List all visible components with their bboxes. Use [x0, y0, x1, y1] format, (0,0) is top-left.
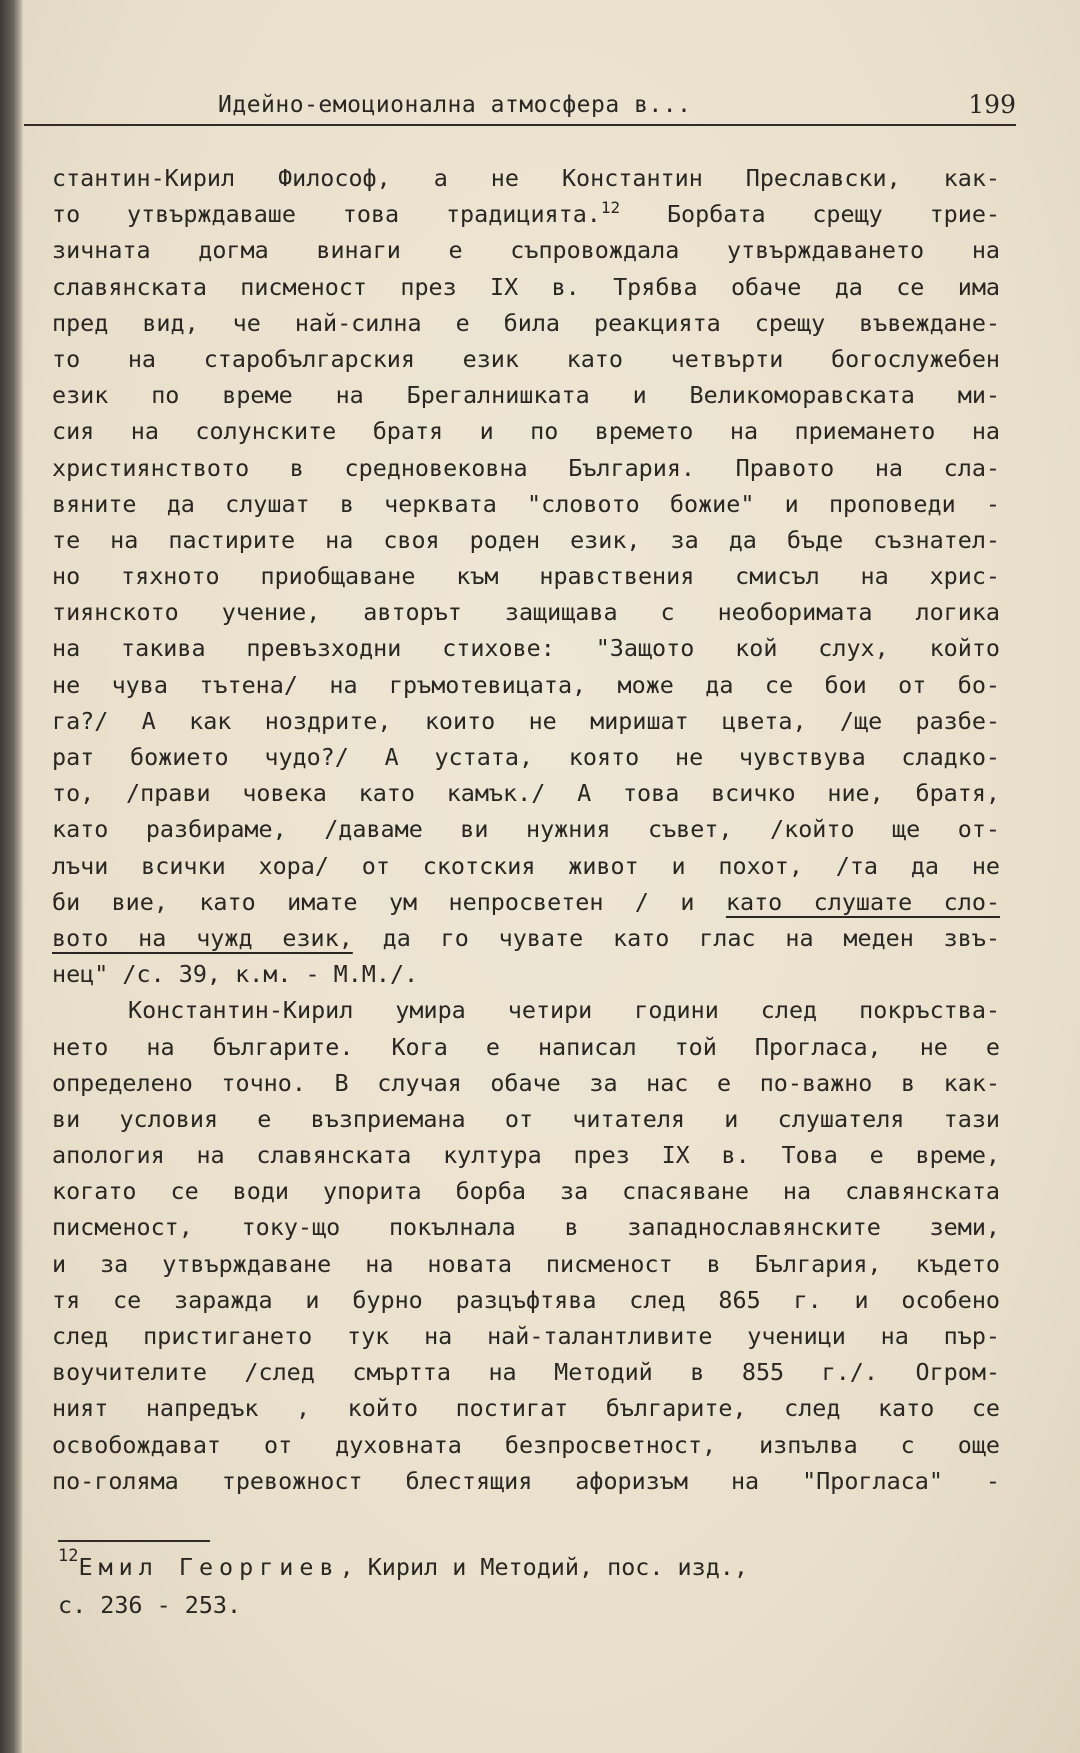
text-line: стантин-Кирил Философ, а не Константин Преславски, как-	[52, 164, 1000, 192]
text-line: християнството в средновековна България. Правото на сла-	[52, 453, 1000, 482]
footnote-line	[58, 1548, 998, 1586]
text-line: нец" /с. 39, к.м. - М.М./.	[52, 960, 419, 989]
text-line: тя се заражда и бурно разцъфтява след 865 г. и особено	[52, 1285, 1000, 1314]
text-line: апология на славянската култура през IX в. Това е време,	[52, 1141, 1000, 1170]
text-segment: би вие, като имате ум непросветен / и	[52, 887, 726, 916]
text-line: пред вид, че най-силна е била реакцията срещу въвеждане-	[52, 308, 1000, 337]
text-line: език по време на Брегалнишката и Великоморавската ми-	[52, 381, 1000, 410]
text-segment: Борбата срещу трие-	[620, 200, 1000, 229]
text-line: на такива превъзходни стихове: "Защото кой слух, който	[52, 634, 1000, 663]
text-line: га?/ А как ноздрите, които не миришат цвета, /ще разбе-	[52, 706, 1000, 735]
text-segment: то утвърждаваше това традицията.	[52, 200, 601, 229]
text-line: писменост, току-що покълнала в западнославянските земи,	[52, 1213, 1000, 1242]
header-rule	[24, 124, 1016, 126]
text-line: воучителите /след смъртта на Методий в 855 г./. Огром-	[52, 1358, 1000, 1387]
text-line: то на старобългарския език като четвърти богослужебен	[52, 344, 1000, 373]
text-line: славянската писменост през IX в. Трябва обаче да се има	[52, 272, 1000, 301]
body-text	[52, 160, 1000, 1499]
text-line: зичната догма винаги е съпровождала утвърждаването на	[52, 236, 1000, 265]
running-head	[24, 86, 1020, 126]
text-line: нето на българите. Кога е написал той Прогласа, не е	[52, 1032, 1000, 1061]
text-line: не чува тътена/ на гръмотевицата, може да се бои от бо-	[52, 670, 1000, 699]
text-line: освобождават от духовната безпросветност, изпълва с още	[52, 1430, 1000, 1459]
text-segment: да го чувате като глас на меден звъ-	[352, 923, 1000, 952]
text-line: рат божието чудо?/ А устата, която не чувствува сладко-	[52, 743, 1000, 771]
text-line: и за утвърждаване на новата писменост в България, където	[52, 1249, 1000, 1278]
text-line: вяните да слушат в черквата "словото божие" и проповеди -	[52, 489, 1000, 518]
footnote-rule	[58, 1540, 210, 1542]
text-line	[52, 884, 1000, 920]
text-line: те на пастирите на своя роден език, за да бъде съзнател-	[52, 525, 1000, 554]
footnote	[58, 1548, 998, 1624]
text-line: то, /прави човека като камък./ А това всичко ние, братя,	[52, 779, 1000, 808]
footnote-source: , Кирил и Методий, пос. изд.,	[339, 1553, 748, 1581]
book-spine-shadow	[0, 0, 24, 1753]
footnote-author: Емил Георгиев	[78, 1553, 340, 1581]
running-title: Идейно-емоционална атмосфера в...	[218, 92, 692, 118]
text-line	[52, 920, 1000, 956]
text-line: ви условия е възприемана от читателя и слушателя тази	[52, 1104, 1000, 1133]
text-line: сия на солунските братя и по времето на приемането на	[52, 417, 1000, 446]
text-line: лъчи всички хора/ от скотския живот и похот, /та да не	[52, 851, 1000, 880]
text-line: ният напредък , който постигат българите, след като се	[52, 1394, 1000, 1423]
text-line: тиянското учение, авторът защищава с необоримата логика	[52, 598, 1000, 627]
text-line: определено точно. В случая обаче за нас е по-важно в как-	[52, 1068, 1000, 1097]
text-line: като разбираме, /даваме ви нужния съвет, /който ще от-	[52, 815, 1000, 844]
text-line: по-голяма тревожност блестящия афоризъм на "Прогласа" -	[52, 1466, 1000, 1495]
page-number: 199	[968, 90, 1016, 119]
text-line: след пристигането тук на най-талантливите ученици на пър-	[52, 1322, 1000, 1350]
text-line	[52, 196, 1000, 232]
paragraph-first-line: Константин-Кирил умира четири години след покръства-	[128, 996, 1000, 1025]
footnote-reference: 12	[600, 198, 621, 218]
footnote-pages: с. 236 - 253.	[58, 1591, 242, 1619]
text-line: когато се води упорита борба за спасяване на славянската	[52, 1177, 1000, 1206]
underlined-text: като слушате сло-	[725, 887, 1000, 916]
footnote-marker: 12	[58, 1546, 79, 1566]
text-line: но тяхното приобщаване към нравствения смисъл на хрис-	[52, 562, 1000, 591]
underlined-text: вото на чужд език,	[52, 923, 353, 952]
